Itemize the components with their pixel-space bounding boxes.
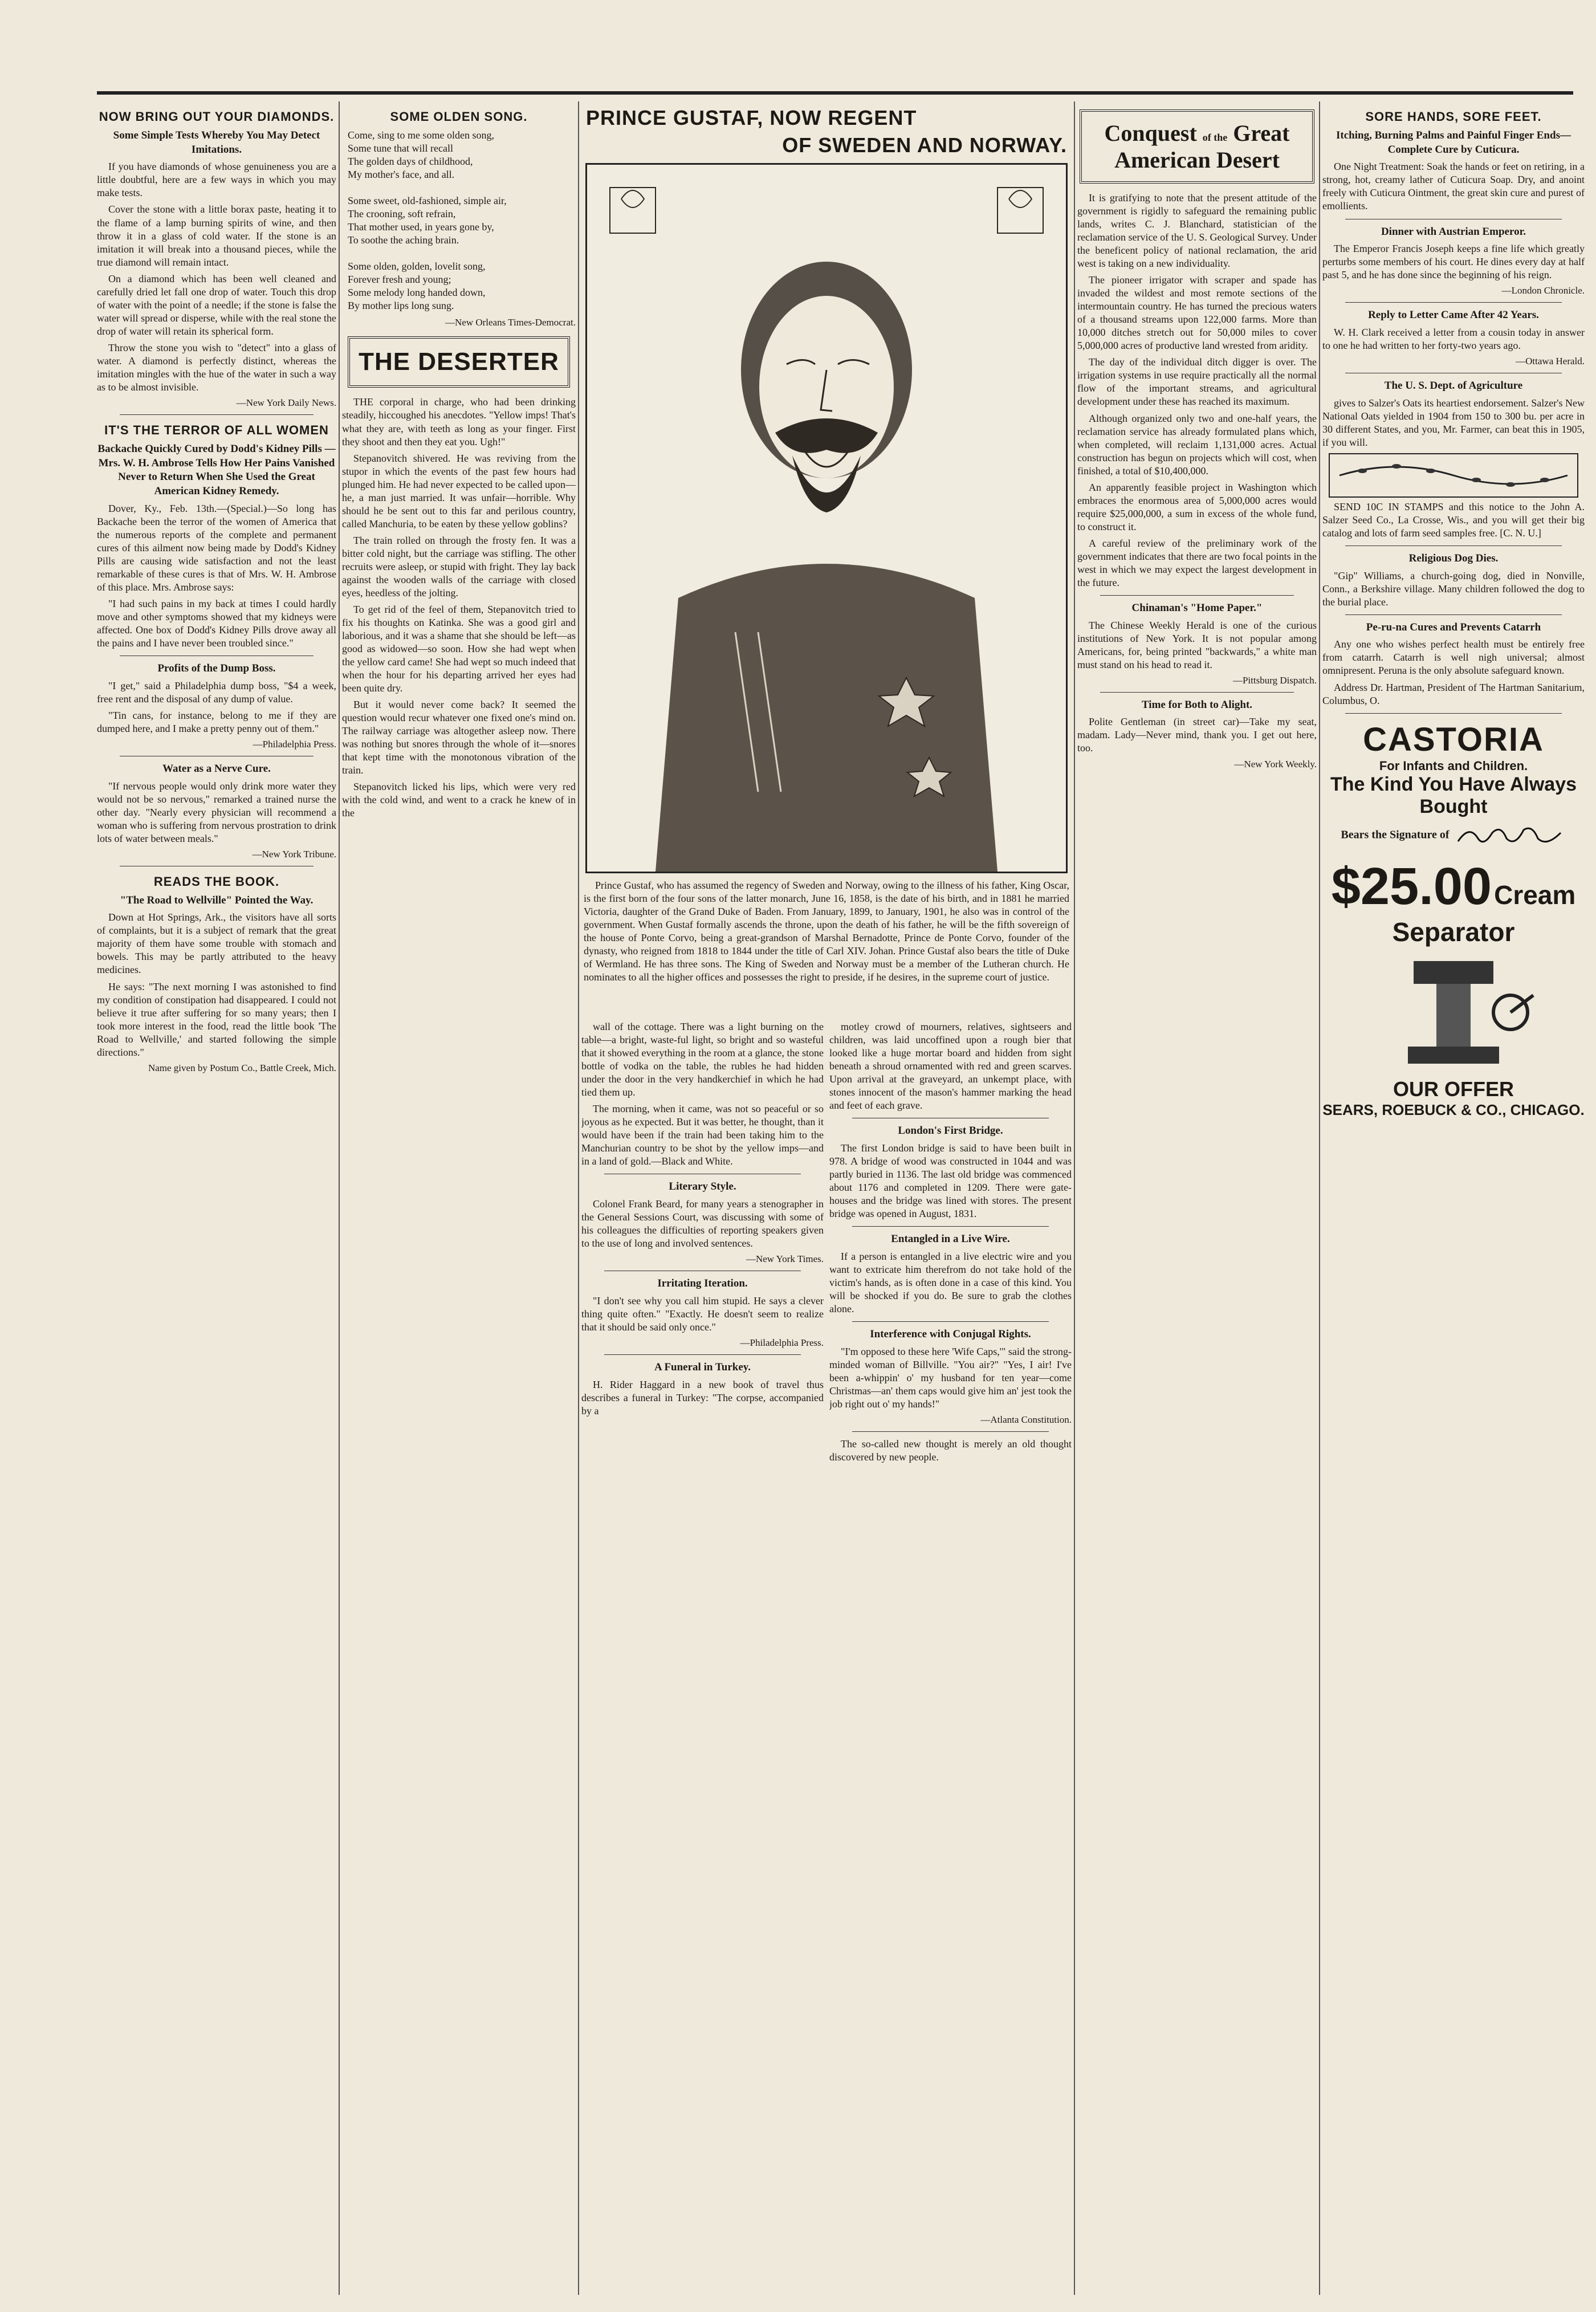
story-paragraph: The morning, when it came, was not so peaceful or so joyous as he expected. But it was better, he thought, than it would have been if the train had been taking him to the Manchurian country to be shot by the yellow imps—and in a land of gold.—Black and White. [581, 1103, 824, 1167]
castoria-title: CASTORIA [1363, 721, 1544, 758]
column-4 [1077, 101, 1317, 2295]
deserter-title: THE DESERTER [359, 348, 559, 376]
column-divider [1319, 101, 1320, 2295]
book-paragraph: Down at Hot Springs, Ark., the visitors have all sorts of complaints, but it is a subject of remark that the great majority of them have some trouble with stomach and bowels. This may be partly attributed to the heavy medicines. [97, 911, 336, 976]
alight-headline: Time for Both to Alight. [1141, 698, 1253, 711]
kidney-headline: IT'S THE TERROR OF ALL WOMEN [104, 422, 329, 437]
book-credit: Name given by Postum Co., Battle Creek, Mich. [148, 1062, 336, 1073]
castoria-advertisement [1322, 721, 1585, 850]
bridge-paragraph: The first London bridge is said to have been built in 978. A bridge of wood was constructed in 1044 and was partly buried in 1136. The last old bridge was commenced about 1176 and completed in 1209. There were gate-houses and the bridge was lined with stores. The present bridge was opened in August, 1831. [829, 1142, 1072, 1220]
kidney-paragraph: Dover, Ky., Feb. 13th.—(Special.)—So long has Backache been the terror of the women of America that the numerous reports of the complete and permanent cures of this ailment now being made by Dodd's Kidney Pills are causing wide satisfaction and not the least remarkable of these cures is that of Mrs. W. H. Ambrose of this place. Mrs. Ambrose says: [97, 502, 336, 593]
sore-paragraph: One Night Treatment: Soak the hands or feet on retiring, in a strong, hot, creamy lather of Cuticura Soap. Dry, and anoint freely with Cuticura Ointment, the great skin cure and purest of emollients. [1322, 161, 1585, 212]
wire-paragraph: If a person is entangled in a live electric wire and you want to extricate him therefrom do not take hold of the victim's hands, as is often done in a case of this kind. You will be shocked if you do. Be sure to grab the clothes alone. [829, 1250, 1072, 1314]
sore-headline: SORE HANDS, SORE FEET. [1365, 109, 1542, 124]
diamonds-subhead: Some Simple Tests Whereby You May Detect Imitations. [113, 129, 320, 156]
column-divider [578, 101, 579, 2295]
desert-paragraph: It is gratifying to note that the present attitude of the government is rigidly to safeguard the remaining public lands, writes C. J. Blanchard, statistician of the reclamation service of the U. S. Geological Survey. Under the beneficent policy of national reclamation, the arid west is taking on a new individuality. [1077, 192, 1317, 270]
separator [1345, 302, 1562, 303]
column-1 [97, 101, 336, 2295]
kidney-paragraph: "I had such pains in my back at times I could hardly move and other symptoms showed that my kidneys were affected. One box of Dodd's Kidney Pills drove away all the pains and I have never been troubled since." [97, 597, 336, 649]
kidney-subhead: Backache Quickly Cured by Dodd's Kidney Pills — Mrs. W. H. Ambrose Tells How Her Pains Vanished Never to Return When She Used the Great American Kidney Remedy. [97, 442, 336, 497]
salzer-headline: The U. S. Dept. of Agriculture [1384, 380, 1523, 392]
column-2 [342, 101, 576, 2295]
reply-headline: Reply to Letter Came After 42 Years. [1368, 309, 1539, 321]
conquest-of-the: of the [1202, 132, 1228, 143]
chinaman-headline: Chinaman's "Home Paper." [1131, 601, 1263, 614]
dump-paragraph: "I get," said a Philadelphia dump boss, "$4 a week, free rent and the disposal of any dump of value. [97, 679, 336, 705]
irritating-headline: Irritating Iteration. [657, 1277, 748, 1290]
deserter-paragraph: The train rolled on through the frosty fen. It was a bitter cold night, but the carriage was stifling. The other recruits were asleep, or stupid with fright. They lay back against the wooden walls of the carriage with closed eyes, heedless of the jolting. [342, 534, 576, 599]
portrait-caption: Prince Gustaf, who has assumed the regency of Sweden and Norway, owing to the illness of his father, King Oscar, is the first born of the four sons of the latter monarch, June 16, 1858, is the date of his birth, and in 1881 he married Victoria, daughter of the Grand Duke of Baden. From January, 1899, to January, 1901, he also was in control of the government. When Gustaf formally ascends the throne, upon the death of his father, he will be the fifth sovereign of the house of Ponte Corvo, being a great-grandson of Marshal Bernadotte, Prince de Ponte Corvo, founder of the dynasty, who reigned from 1818 to 1844 under the title of Carl XIV. Johan. Prince Gustaf also bears the title of Duke of Wermland. He has three sons. The King of Sweden and Norway must be a member of the Lutheran church. He nominates to all the higher offices and possesses the right to preside, if he desires, in the supreme court of justice. [584, 880, 1069, 983]
dog-headline: Religious Dog Dies. [1408, 552, 1499, 564]
dinner-paragraph: The Emperor Francis Joseph keeps a fine life which greatly perturbs some members of his court. He dines every day at half past 5, and he has done since the beginning of his reign. [1322, 243, 1585, 281]
irritating-paragraph: "I don't see why you call him stupid. He says a clever thing quite often." "Exactly. He doesn't seem to realize that it should be said only once." [581, 1295, 824, 1333]
fletcher-signature [1452, 821, 1566, 850]
top-rule [97, 91, 1573, 95]
deserter-paragraph: Stepanovitch licked his lips, which were very red with the cold wind, and went to a crack he knew of in the [342, 781, 576, 819]
feature-title-line-1: PRINCE GUSTAF, NOW REGENT [586, 106, 917, 129]
dump-credit: —Philadelphia Press. [253, 738, 336, 750]
separator-price: $25.00 [1331, 857, 1492, 915]
salzer-paragraph: SEND 10C IN STAMPS and this notice to the John A. Salzer Seed Co., La Crosse, Wis., and you will get their big catalog and lots of farm seed samples free. [C. N. U.] [1322, 500, 1585, 539]
deserter-paragraph: To get rid of the feel of them, Stepanovitch tried to fix his thoughts on Katinka. She was a good girl and laborious, and it was a shame that she should be left—as good as widowed—so soon. How she had wept when the yellow card came! She had wept so much indeed that when the hour for his departing arrived her eyes had been quite dry. [342, 603, 576, 694]
literary-headline: Literary Style. [669, 1181, 736, 1193]
separator [1345, 614, 1562, 615]
book-paragraph: He says: "The next morning I was astonished to find my condition of constipation had disappeared. I could not believe it true after suffering for so many years; then I took more interest in the food, read the little book 'The Road to Wellville,' and started following the simple directions." [97, 980, 336, 1058]
sears-footer: SEARS, ROEBUCK & CO., CHICAGO. [1322, 1101, 1585, 1118]
diamonds-headline: NOW BRING OUT YOUR DIAMONDS. [99, 109, 335, 124]
alight-paragraph: Polite Gentleman (in street car)—Take my seat, madam. Lady—Never mind, thank you. I get out here, too. [1077, 716, 1317, 754]
story-paragraph: wall of the cottage. There was a light burning on the table—a bright, waste-ful light, so bright and so wasteful that it showed everything in the room at a glance, the stone bottle of vodka on the table, the rubles he had hidden under the door in the very handkerchief in which he had tied them up. [581, 1021, 824, 1098]
dinner-headline: Dinner with Austrian Emperor. [1381, 225, 1526, 238]
peruna-paragraph: Any one who wishes perfect health must be entirely free from catarrh. Catarrh is well nigh universal; almost omnipresent. Peruna is the only absolute safeguard known. [1322, 638, 1585, 677]
song-headline: SOME OLDEN SONG. [390, 109, 528, 124]
song-credit: —New Orleans Times-Democrat. [445, 317, 576, 328]
column-3-lower-right [829, 1020, 1072, 2295]
diamonds-paragraph: Cover the stone with a little borax paste, heating it to the flame of a lamp burning spirits of wine, and then throw it in a glass of cold water. If the stone is an imitation it will break into a thousand pieces, while the true diamond will remain intact. [97, 203, 336, 268]
column-5 [1322, 101, 1585, 2295]
bridge-headline: London's First Bridge. [898, 1125, 1003, 1137]
deserter-title-box [348, 336, 570, 388]
feature-title-line-2: OF SWEDEN AND NORWAY. [782, 133, 1067, 157]
water-paragraph: "If nervous people would only drink more water they would not be so nervous," remarked a trained nurse the other day. "Nearly every physician will recommend a woman who is suffering from nervous prostration to drink lots of water between meals." [97, 780, 336, 844]
reply-credit: —Ottawa Herald. [1516, 356, 1585, 367]
deserter-paragraph: Stepanovitch shivered. He was reviving from the stupor in which the events of the past few hours had plunged him. He had never expected to be called upon—he, a man just married. It was unfair—horrible. Why should he be sent out to this far and perilous country, called Manchuria, to be eaten by these yellow goblins? [342, 452, 576, 530]
diamonds-paragraph: If you have diamonds of whose genuineness you are a little doubtful, here are a few ways in which you may make tests. [97, 161, 336, 199]
funeral-headline: A Funeral in Turkey. [654, 1361, 751, 1373]
irritating-credit: —Philadelphia Press. [740, 1337, 824, 1348]
desert-paragraph: The pioneer irrigator with scraper and spade has invaded the wildest and most remote sections of the intermountain country. He has turned the precious waters of a thousand streams upon 122,000 farms. More than 10,000 ditches stretch out for 50,000 miles to cover 5,000,000 acres of productive land wrested from aridity. [1077, 274, 1317, 352]
conquest-line-2: American Desert [1114, 147, 1280, 173]
wire-headline: Entangled in a Live Wire. [891, 1233, 1010, 1245]
separator [604, 1354, 801, 1355]
conquest-word: Conquest [1104, 120, 1197, 146]
sore-subhead: Itching, Burning Palms and Painful Finger Ends—Complete Cure by Cuticura. [1336, 129, 1571, 156]
castoria-bears: Bears the Signature of [1341, 828, 1450, 841]
prince-gustaf-feature [581, 101, 1072, 1013]
dog-paragraph: "Gip" Williams, a church-going dog, died in Nonville, Conn., a Berkshire village. Many children followed the dog to the burial place. [1322, 569, 1585, 608]
dinner-credit: —London Chronicle. [1501, 285, 1585, 296]
column-3-lower-left [581, 1020, 824, 2295]
separator-offer: OUR OFFER [1393, 1077, 1514, 1101]
rights-credit: —Atlanta Constitution. [980, 1414, 1072, 1425]
peruna-headline: Pe-ru-na Cures and Prevents Catarrh [1366, 621, 1541, 633]
rights-headline: Interference with Conjugal Rights. [870, 1328, 1031, 1340]
separator [1100, 692, 1294, 693]
diamonds-credit: —New York Daily News. [236, 397, 336, 408]
diamonds-paragraph: On a diamond which has been well cleaned and carefully dried let fall one drop of water. Touch this drop of water with the point of a needle; if the stone is false the water will spread or disperse, while with the real stone the drop of water will retain its spherical form. [97, 272, 336, 337]
dump-paragraph: "Tin cans, for instance, belong to me if they are dumped here, and I make a pretty penny out of them." [97, 709, 336, 734]
rights-paragraph: "I'm opposed to these here 'Wife Caps,'" said the strong-minded woman of Billville. "You air?" "Yes, I air! I've been a-whippin' o' my husband for ten year—come Christmas—an' them caps would give him an' jest took the job right out o' my hands!" [829, 1345, 1072, 1410]
desert-paragraph: Although organized only two and one-half years, the reclamation service has already formulated plans which, when completed, will reclaim 1,131,000 acres. Actual construction has begun on projects which will cost, when finished, a total of $10,400,000. [1077, 412, 1317, 477]
cream-separator-advertisement [1322, 857, 1585, 1119]
separator [852, 1226, 1049, 1227]
separator-name: Cream Separator [1392, 880, 1576, 947]
deserter-paragraph: But it would never come back? It seemed the question would recur whatever one fixed one's mind on. The railway carriage was altogether asleep now. There was nothing but snores through the whole of it—snores that kept time with the monotonous vibration of the train. [342, 699, 576, 776]
alight-credit: —New York Weekly. [1234, 758, 1317, 770]
desert-paragraph: An apparently feasible project in Washington which embraces the enormous area of 5,000,000 acres would require $25,000,000, a sum in excess of the whole fund, to construct it. [1077, 481, 1317, 532]
water-headline: Water as a Nerve Cure. [162, 762, 271, 775]
chinaman-paragraph: The Chinese Weekly Herald is one of the curious institutions of New York. It is not popular among Americans, for, being printed "backwards," a white man must stand on his head to read it. [1077, 619, 1317, 670]
portrait-engraving [585, 163, 1068, 873]
literary-paragraph: Colonel Frank Beard, for many years a stenographer in the General Sessions Court, was discussing with some of his colleagues the difficulties of reporting speakers given to the use of long and involved sentences. [581, 1198, 824, 1249]
column-divider [1074, 101, 1075, 2295]
song-poem: Come, sing to me some olden song, Some tune that will recall The golden days of childhood, My mother's face, and all. Some sweet, old-fashioned, simple air, The crooning, soft refrain, That mother used, in years gone by, To soothe the aching brain. Some olden, golden, lovelit song, Forever fresh and young; Some melody long handed down, By mother lips long sung. [348, 129, 507, 312]
desert-paragraph: The day of the individual ditch digger is over. The irrigation systems in use require practically all the normal flow of the important streams, and agricultural development under these has reached its maximum. [1077, 356, 1317, 408]
diamonds-paragraph: Throw the stone you wish to "detect" into a glass of water. A diamond is perfectly distinct, whereas the imitation mingles with the hue of the water in such a way as to be almost invisible. [97, 341, 336, 393]
book-subhead: "The Road to Wellville" Pointed the Way. [120, 894, 314, 906]
literary-credit: —New York Times. [746, 1253, 824, 1265]
conquest-title-box [1080, 109, 1314, 184]
desert-paragraph: A careful review of the preliminary work of the government indicates that there are two focal points in the west in which we may expect the largest development in the future. [1077, 537, 1317, 588]
castoria-subtitle: For Infants and Children. [1379, 758, 1528, 773]
funeral-continued: motley crowd of mourners, relatives, sightseers and children, was laid uncoffined upon a rough bier that looked like a huge mortar board and hidden from sight beneath a shroud ornamented with red and green scarves. Upon arrival at the graveyard, an unkempt place, with stones innocent of the mason's hammer marking the head and feet of each grave. [829, 1021, 1072, 1112]
reply-paragraph: W. H. Clark received a letter from a cousin today in answer to one he had written to her forty-two years ago. [1322, 326, 1585, 351]
book-headline: READS THE BOOK. [153, 874, 280, 889]
conquest-great: Great [1233, 120, 1290, 146]
peruna-address: Address Dr. Hartman, President of The Hartman Sanitarium, Columbus, O. [1322, 681, 1585, 706]
new-thought-paragraph: The so-called new thought is merely an old thought discovered by new people. [829, 1438, 1072, 1463]
column-divider [339, 101, 340, 2295]
separator [852, 1321, 1049, 1322]
castoria-tagline: The Kind You Have Always Bought [1330, 773, 1577, 817]
separator [852, 1431, 1049, 1432]
funeral-paragraph: H. Rider Haggard in a new book of travel thus describes a funeral in Turkey: "The corpse, accompanied by a [581, 1378, 824, 1416]
separator [120, 414, 314, 415]
dump-headline: Profits of the Dump Boss. [157, 662, 276, 674]
separator [1345, 713, 1562, 714]
deserter-paragraph: THE corporal in charge, who had been drinking steadily, hiccoughed his anecdotes. "Yellow imps! That's what they are, with teeth as long as your finger. First they shoot and then they eat you. Ugh!" [342, 396, 576, 447]
portrait-illustration [587, 165, 1066, 872]
chinaman-credit: —Pittsburg Dispatch. [1232, 674, 1317, 686]
salzer-paragraph: gives to Salzer's Oats its heartiest endorsement. Salzer's New National Oats yielded in 1904 from 150 to 300 bu. per acre in 30 different States, and you, Mr. Farmer, can beat this in 1905, if you will. [1322, 397, 1585, 448]
oats-illustration [1328, 453, 1579, 498]
cream-separator-illustration [1328, 950, 1579, 1075]
separator [1100, 595, 1294, 596]
water-credit: —New York Tribune. [252, 848, 336, 860]
